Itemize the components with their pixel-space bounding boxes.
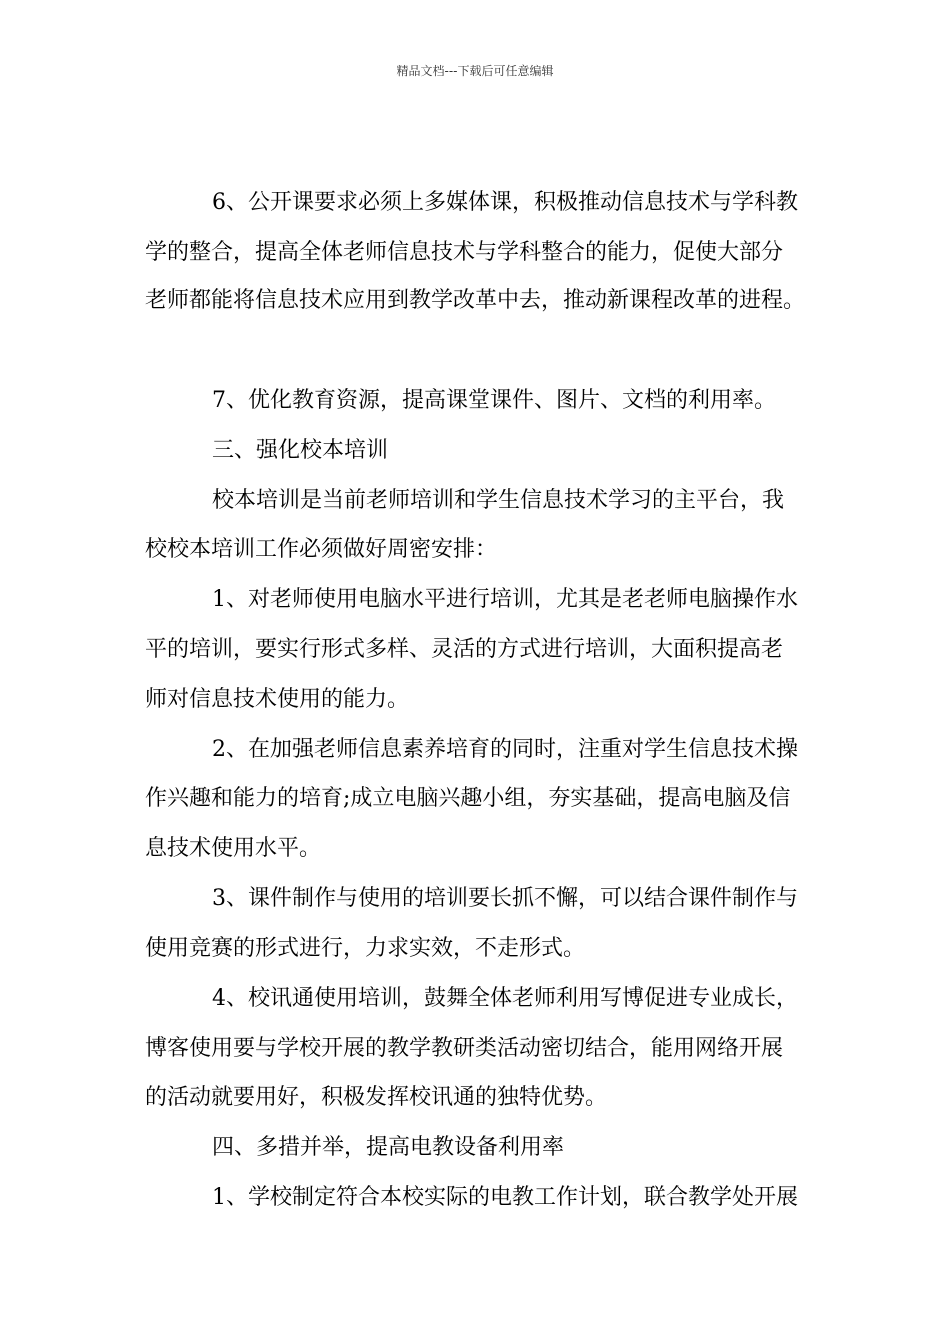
paragraph-line: 息技术使用水平。 <box>145 836 322 861</box>
paragraph-line: 平的培训，要实行形式多样、灵活的方式进行培训，大面积提高老 <box>145 637 784 662</box>
page-header: 精品文档---下载后可任意编辑 <box>396 64 554 78</box>
paragraph-line: 校校本培训工作必须做好周密安排： <box>145 537 498 562</box>
paragraph-line: 1、对老师使用电脑水平进行培训，尤其是老老师电脑操作水 <box>212 587 798 612</box>
paragraph-line: 校本培训是当前老师培训和学生信息技术学习的主平台，我 <box>212 488 785 513</box>
paragraph-line: 博客使用要与学校开展的教学教研类活动密切结合，能用网络开展 <box>145 1036 784 1061</box>
paragraph-line: 2、在加强老师信息素养培育的同时，注重对学生信息技术操 <box>212 737 798 762</box>
paragraph-line: 1、学校制定符合本校实际的电教工作计划，联合教学处开展 <box>212 1185 798 1210</box>
paragraph-line: 师对信息技术使用的能力。 <box>145 687 410 712</box>
paragraph-line: 6、公开课要求必须上多媒体课，积极推动信息技术与学科教 <box>212 190 798 215</box>
section-heading: 四、多措并举，提高电教设备利用率 <box>212 1135 565 1160</box>
paragraph-line: 3、课件制作与使用的培训要长抓不懈，可以结合课件制作与 <box>212 886 798 911</box>
paragraph-line: 老师都能将信息技术应用到教学改革中去，推动新课程改革的进程。 <box>145 288 806 313</box>
paragraph-line: 使用竞赛的形式进行，力求实效，不走形式。 <box>145 936 586 961</box>
paragraph-line: 4、校讯通使用培训，鼓舞全体老师利用写博促进专业成长， <box>212 986 798 1011</box>
paragraph-line: 作兴趣和能力的培育;成立电脑兴趣小组，夯实基础，提高电脑及信 <box>145 786 791 811</box>
section-heading: 三、强化校本培训 <box>212 438 389 463</box>
paragraph-line: 7、优化教育资源，提高课堂课件、图片、文档的利用率。 <box>212 388 776 413</box>
paragraph-line: 的活动就要用好，积极发挥校讯通的独特优势。 <box>145 1085 608 1110</box>
paragraph-line: 学的整合，提高全体老师信息技术与学科整合的能力，促使大部分 <box>145 240 784 265</box>
